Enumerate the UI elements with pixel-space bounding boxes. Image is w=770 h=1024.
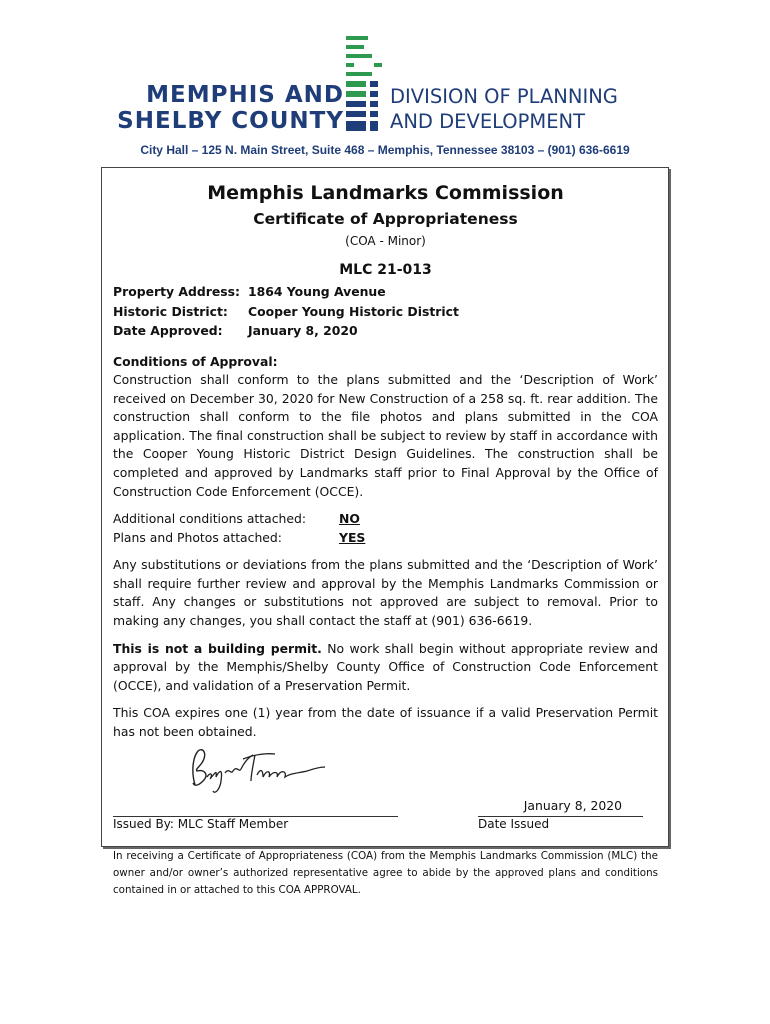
logo-right-line2: AND DEVELOPMENT	[390, 110, 586, 133]
date-issued-value: January 8, 2020	[523, 798, 622, 813]
issued-by-label: Issued By: MLC Staff Member	[113, 817, 289, 831]
permit-notice-text: No work shall begin without appropriate review and approval by the Memphis/Shelby County Office of Construction Code Enforcement (OCCE), and validation of a Preservation Permit.	[113, 640, 658, 693]
attachment-row-conditions	[113, 509, 658, 528]
attachment-label: Plans and Photos attached:	[113, 530, 282, 546]
attachment-value: YES	[339, 530, 366, 546]
conditions-title: Conditions of Approval:	[113, 353, 278, 369]
logo-division	[390, 84, 618, 134]
logo-memphis-shelby	[92, 82, 344, 134]
expiry-text: This COA expires one (1) year from the date of issuance if a valid Preservation Permit has not been obtained.	[113, 705, 658, 739]
date-approved-label: Date Approved:	[113, 323, 223, 338]
permit-notice	[113, 640, 658, 696]
attachment-value: NO	[339, 511, 360, 527]
signature-area	[113, 745, 658, 840]
historic-district-value: Cooper Young Historic District	[248, 303, 459, 319]
attachment-label: Additional conditions attached:	[113, 511, 307, 527]
handwritten-signature	[183, 745, 328, 803]
date-approved-row	[113, 321, 658, 341]
header-address: City Hall – 125 N. Main Street, Suite 468 – Memphis, Tennessee 38103 – (901) 636-6619	[140, 143, 630, 157]
permit-notice-bold: This is not a building permit.	[113, 640, 322, 656]
case-number: MLC 21-013	[339, 262, 432, 278]
property-address-value: 1864 Young Avenue	[248, 284, 386, 299]
date-issued-label: Date Issued	[478, 817, 550, 831]
logo-right-line1: DIVISION OF PLANNING	[390, 85, 618, 108]
logo-bars-icon	[344, 36, 384, 136]
historic-district-label: Historic District:	[113, 303, 228, 319]
certificate-type: (COA - Minor)	[345, 234, 426, 248]
logo-left-line1: MEMPHIS AND	[146, 82, 344, 108]
attachment-row-plans	[113, 528, 658, 547]
substitutions-text: Any substitutions or deviations from the plans submitted and the ‘Description of Work’ shall require further review and approval by the Memphis Landmarks Commission or staff. Any changes or substitutions not approved are subject to removal. Prior to making any changes, you shall contact the staff at (901) 636-6619.	[113, 557, 658, 629]
certificate-subtitle: Certificate of Appropriateness	[253, 210, 518, 228]
certificate-title: Memphis Landmarks Commission	[207, 182, 564, 204]
conditions-text: Construction shall conform to the plans submitted and the ‘Description of Work’ received on December 30, 2020 for New Construction of a 258 sq. ft. rear addition. The construction shall conform to the file photos and plans submitted in the COA application. The final construction shall be subject to review by staff in accordance with the Cooper Young Historic District Design Guidelines. The construction shall be completed and approved by Landmarks staff prior to Final Approval by the Office of Construction Code Enforcement (OCCE).	[113, 372, 658, 499]
date-approved-value: January 8, 2020	[248, 323, 358, 338]
historic-district-row	[113, 302, 658, 322]
property-address-label: Property Address:	[113, 284, 240, 299]
property-details	[113, 282, 658, 341]
certificate-body	[113, 180, 658, 742]
property-address-row	[113, 282, 658, 302]
footnote: In receiving a Certificate of Appropriateness (COA) from the Memphis Landmarks Commission (MLC) the owner and/or owner’s authorized representative agree to abide by the approved plans and conditions contained in or attached to this COA APPROVAL.	[113, 850, 658, 896]
logo-left-line2: SHELBY COUNTY	[117, 108, 344, 134]
